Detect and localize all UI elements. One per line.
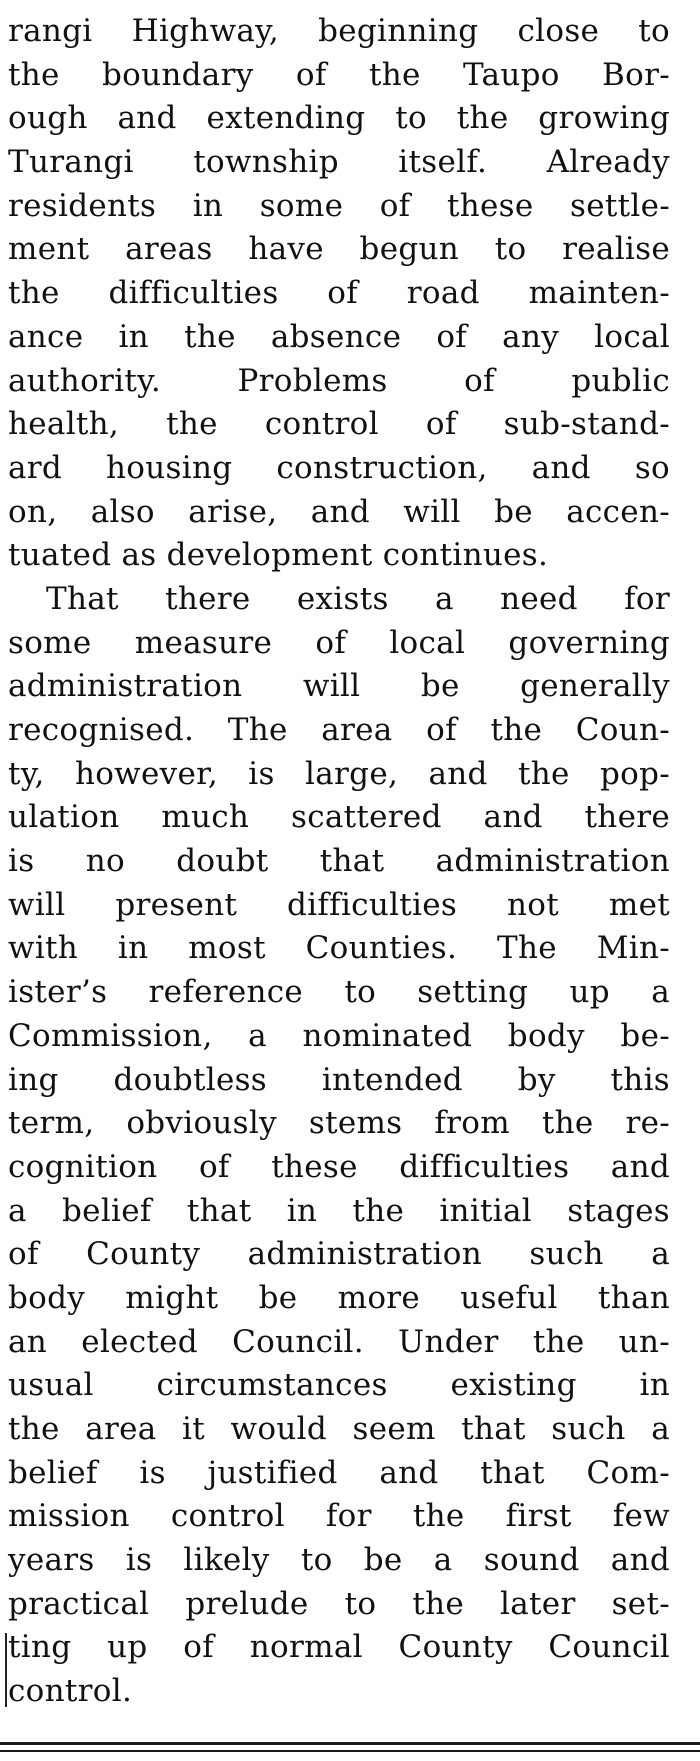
column-margin-rule — [5, 1633, 7, 1707]
text-line: recognised. The area of the Coun- — [8, 712, 670, 748]
text-line: the area it would seem that such a — [8, 1411, 670, 1447]
text-line: practical prelude to the later set- — [8, 1585, 670, 1622]
text-line: ister’s reference to setting up a — [8, 974, 670, 1011]
text-line: belief is justified and that Com- — [8, 1454, 670, 1491]
paragraph-1 — [8, 10, 670, 578]
text-line: mission control for the first few — [8, 1498, 670, 1535]
text-line: an elected Council. Under the un- — [8, 1323, 670, 1360]
text-line: ough and extending to the growing — [8, 100, 670, 137]
page-bottom-rule-secondary — [0, 1750, 700, 1752]
text-line: control. — [8, 1673, 133, 1710]
page-bottom-rule — [0, 1742, 700, 1745]
text-line: a belief that in the initial stages — [8, 1192, 670, 1229]
text-line: years is likely to be a sound and — [8, 1542, 670, 1579]
text-line: Turangi township itself. Already — [8, 144, 670, 181]
text-line: some measure of local governing — [8, 624, 670, 661]
text-line: is no doubt that administration — [8, 843, 670, 880]
text-line: the boundary of the Taupo Bor- — [8, 56, 670, 93]
text-line: health, the control of sub-stand- — [8, 406, 670, 443]
text-line: administration will be generally — [8, 668, 670, 705]
text-line: on, also arise, and will be accen- — [8, 493, 670, 530]
text-line: Commission, a nominated body be- — [8, 1017, 670, 1054]
text-line: with in most Counties. The Min- — [8, 930, 670, 967]
text-line: residents in some of these settle- — [8, 187, 670, 224]
text-line: ard housing construction, and so — [8, 449, 670, 486]
text-line: ment areas have begun to realise — [8, 231, 670, 268]
text-line: term, obviously stems from the re- — [8, 1105, 670, 1142]
text-line: That there exists a need for — [46, 580, 670, 617]
text-line: ing doubtless intended by this — [8, 1061, 670, 1098]
text-line: ty, however, is large, and the pop- — [8, 755, 670, 792]
text-line: of County administration such a — [8, 1236, 670, 1273]
text-line: rangi Highway, beginning close to — [8, 13, 670, 49]
text-line: tuated as development continues. — [8, 537, 549, 574]
text-line: ance in the absence of any local — [8, 318, 670, 355]
text-line: will present difficulties not met — [8, 886, 670, 923]
text-line: the difficulties of road mainten- — [8, 275, 670, 312]
paragraph-2 — [8, 578, 670, 1714]
text-line: ulation much scattered and there — [8, 799, 670, 836]
article-text-column — [8, 10, 670, 1714]
text-line: usual circumstances existing in — [8, 1367, 670, 1404]
text-line: cognition of these difficulties and — [8, 1148, 670, 1185]
text-line: authority. Problems of public — [8, 362, 670, 399]
text-line: ting up of normal County Council — [8, 1629, 670, 1666]
text-line: body might be more useful than — [8, 1279, 670, 1316]
